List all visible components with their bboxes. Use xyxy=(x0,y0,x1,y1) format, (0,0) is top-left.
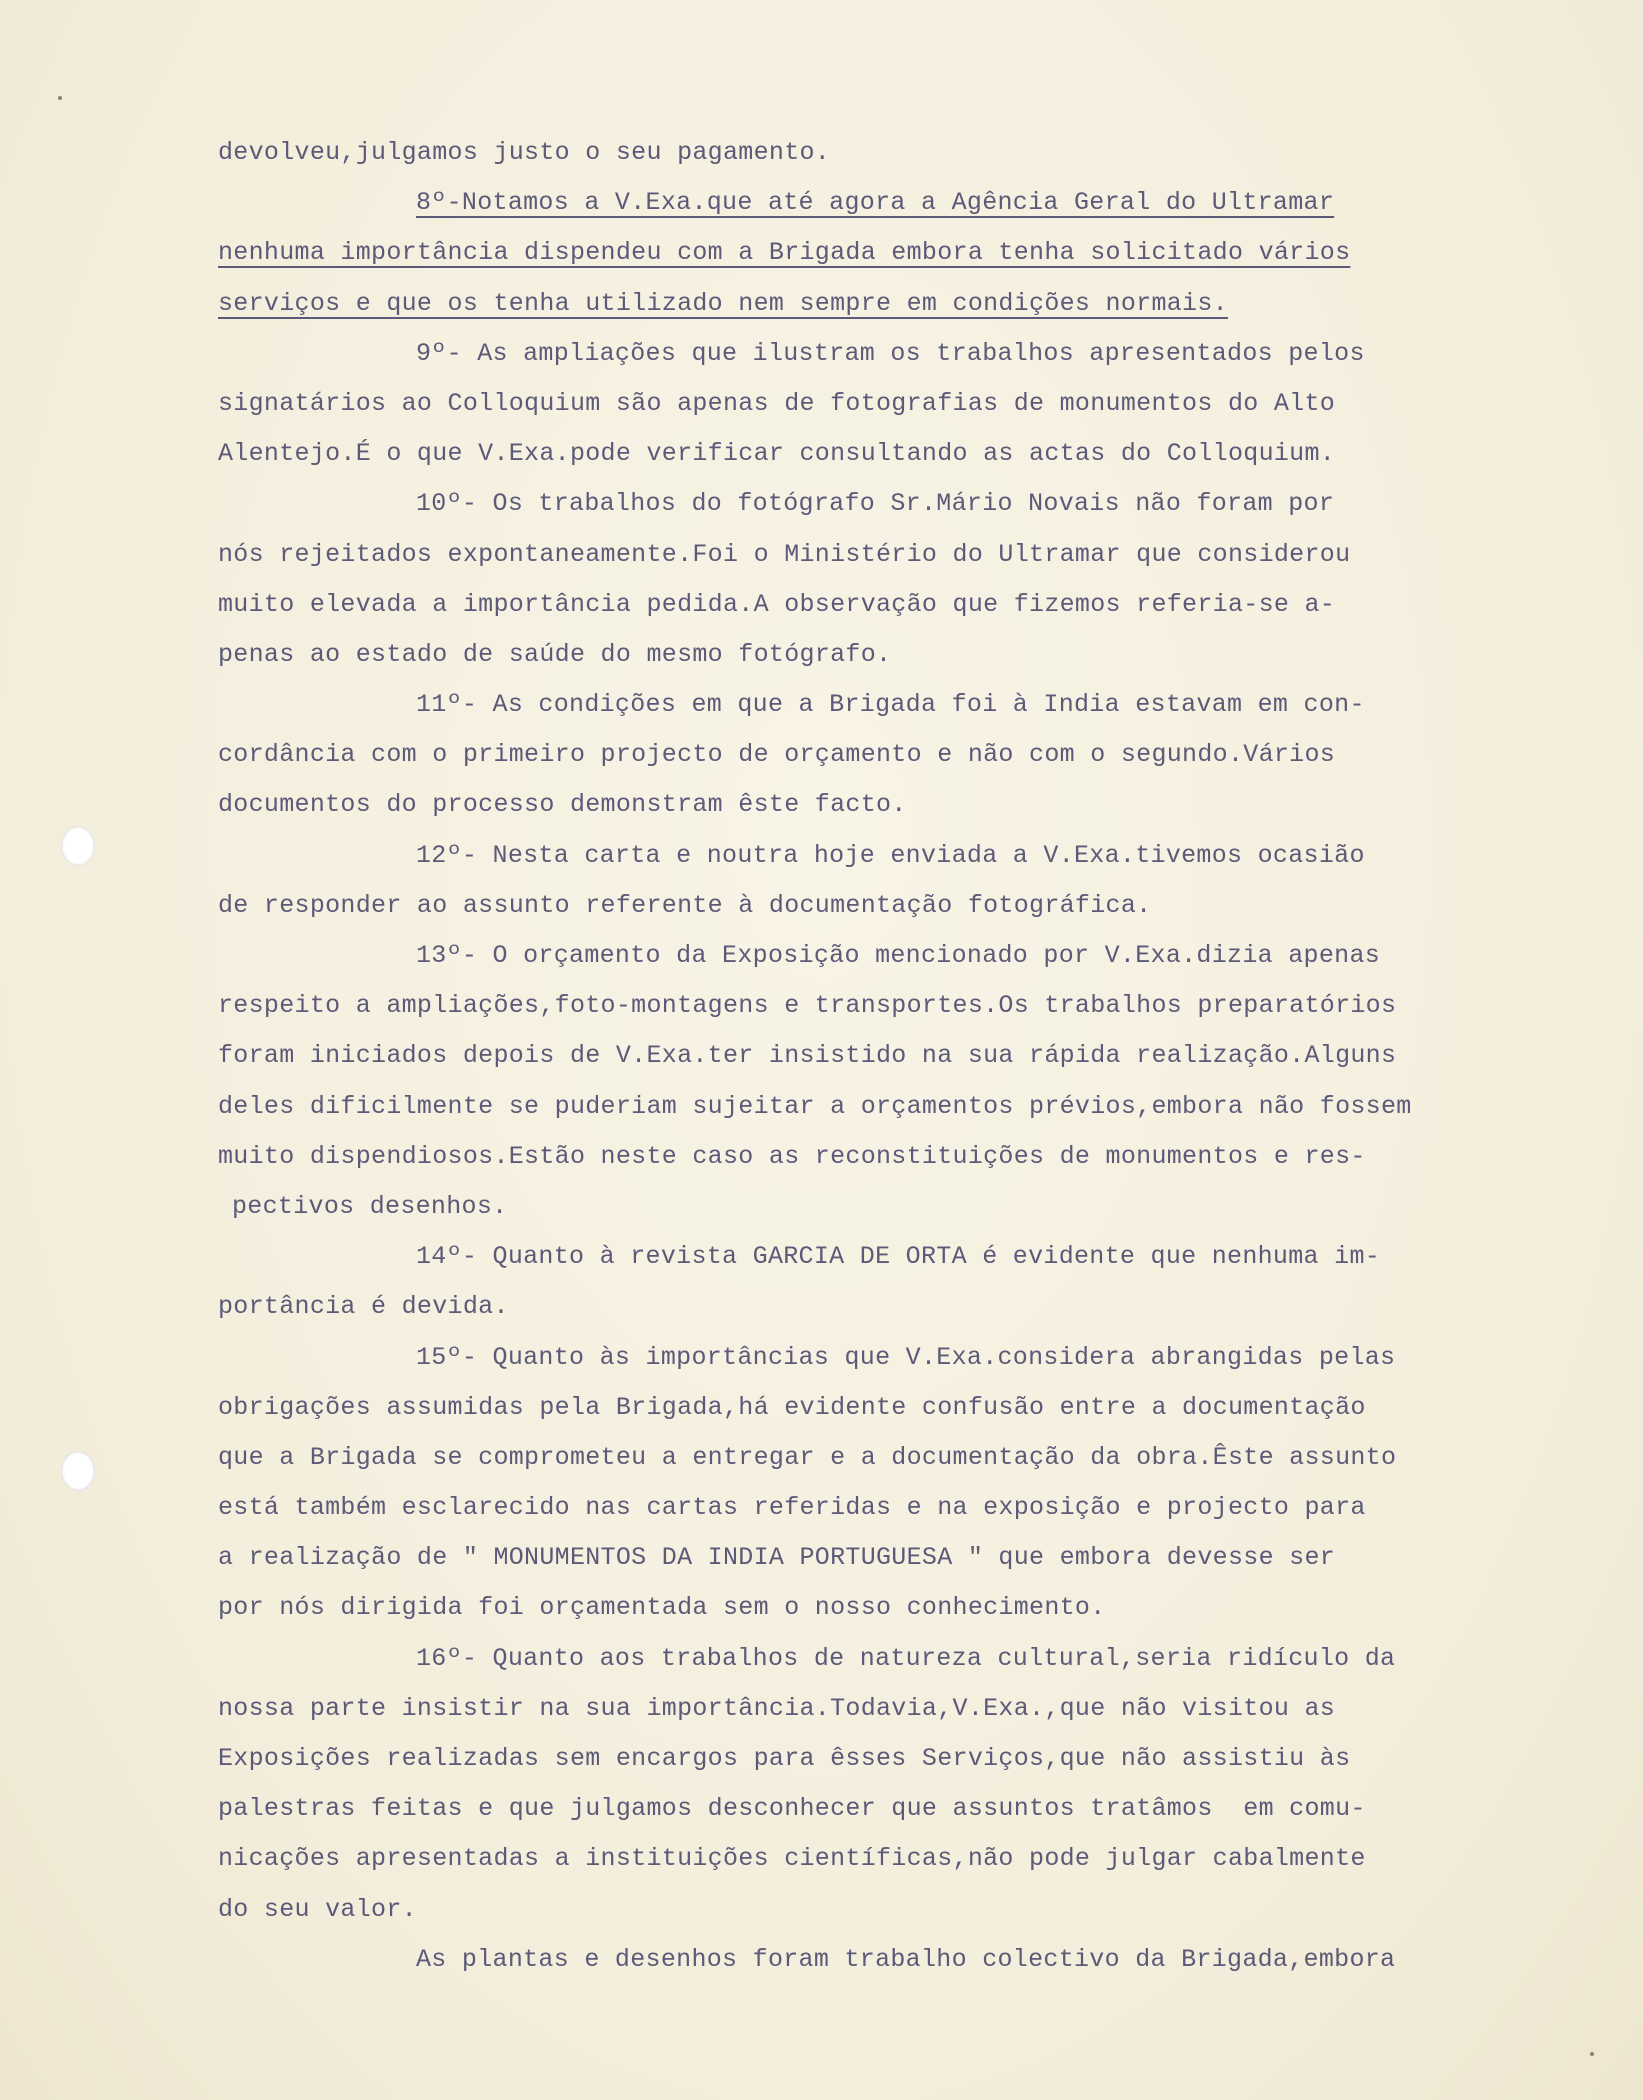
text-line: respeito a ampliações,foto-montagens e transportes.Os trabalhos preparatórios xyxy=(218,991,1397,1021)
text-line: nossa parte insistir na sua importância.Todavia,V.Exa.,que não visitou as xyxy=(218,1693,1336,1723)
paper-speck xyxy=(58,96,62,100)
text-line: foram iniciados depois de V.Exa.ter insistido na sua rápida realização.Alguns xyxy=(218,1041,1397,1071)
text-line: cordância com o primeiro projecto de orçamento e não com o segundo.Vários xyxy=(218,740,1336,770)
text-line: As plantas e desenhos foram trabalho colectivo da Brigada,embora xyxy=(416,1944,1396,1974)
text-line: deles dificilmente se puderiam sujeitar a orçamentos prévios,embora não fossem xyxy=(218,1091,1412,1121)
text-line: obrigações assumidas pela Brigada,há evidente confusão entre a documentação xyxy=(218,1392,1366,1422)
text-line: 16º- Quanto aos trabalhos de natureza cultural,seria ridículo da xyxy=(416,1643,1396,1673)
text-line: de responder ao assunto referente à documentação fotográfica. xyxy=(218,890,1152,920)
text-line: Alentejo.É o que V.Exa.pode verificar consultando as actas do Colloquium. xyxy=(218,439,1336,469)
paper-speck xyxy=(1590,2052,1594,2056)
text-line: signatários ao Colloquium são apenas de fotografias de monumentos do Alto xyxy=(218,388,1336,418)
text-line: portância é devida. xyxy=(218,1292,509,1322)
text-line: pectivos desenhos. xyxy=(232,1191,508,1221)
punch-hole-top xyxy=(61,826,95,866)
text-line: muito dispendiosos.Estão neste caso as reconstituições de monumentos e res- xyxy=(218,1141,1366,1171)
text-line-underlined: serviços e que os tenha utilizado nem sempre em condições normais. xyxy=(218,288,1228,318)
text-line: muito elevada a importância pedida.A observação que fizemos referia-se a- xyxy=(218,589,1336,619)
text-line: 11º- As condições em que a Brigada foi à India estavam em con- xyxy=(416,690,1365,720)
text-line: do seu valor. xyxy=(218,1894,417,1924)
punch-hole-bottom xyxy=(61,1451,95,1491)
text-line: a realização de " MONUMENTOS DA INDIA PORTUGUESA " que embora devesse ser xyxy=(218,1543,1336,1573)
text-line: nós rejeitados expontaneamente.Foi o Ministério do Ultramar que considerou xyxy=(218,539,1351,569)
text-line: por nós dirigida foi orçamentada sem o nosso conhecimento. xyxy=(218,1593,1106,1623)
text-line-underlined: nenhuma importância dispendeu com a Brigada embora tenha solicitado vários xyxy=(218,238,1351,268)
text-line: documentos do processo demonstram êste facto. xyxy=(218,790,907,820)
text-line: está também esclarecido nas cartas referidas e na exposição e projecto para xyxy=(218,1493,1366,1523)
text-line: penas ao estado de saúde do mesmo fotógrafo. xyxy=(218,639,892,669)
typewritten-text xyxy=(218,128,1558,1985)
text-line: 9º- As ampliações que ilustram os trabalhos apresentados pelos xyxy=(416,338,1365,368)
text-line: 10º- Os trabalhos do fotógrafo Sr.Mário Novais não foram por xyxy=(416,489,1335,519)
text-line: Exposições realizadas sem encargos para êsses Serviços,que não assistiu às xyxy=(218,1744,1351,1773)
text-line: 13º- O orçamento da Exposição mencionado por V.Exa.dizia apenas xyxy=(416,941,1381,970)
text-line: devolveu,julgamos justo o seu pagamento. xyxy=(218,138,831,167)
text-line: 12º- Nesta carta e noutra hoje enviada a V.Exa.tivemos ocasião xyxy=(416,840,1365,870)
text-line: 15º- Quanto às importâncias que V.Exa.considera abrangidas pelas xyxy=(416,1342,1396,1372)
text-line-underlined: 8º-Notamos a V.Exa.que até agora a Agência Geral do Ultramar xyxy=(416,188,1335,218)
text-line: que a Brigada se comprometeu a entregar e a documentação da obra.Êste assunto xyxy=(218,1442,1397,1472)
text-line: 14º- Quanto à revista GARCIA DE ORTA é evidente que nenhuma im- xyxy=(416,1242,1381,1272)
text-line: nicações apresentadas a instituições científicas,não pode julgar cabalmente xyxy=(218,1844,1366,1874)
text-line: palestras feitas e que julgamos desconhecer que assuntos tratâmos em comu- xyxy=(218,1794,1366,1824)
